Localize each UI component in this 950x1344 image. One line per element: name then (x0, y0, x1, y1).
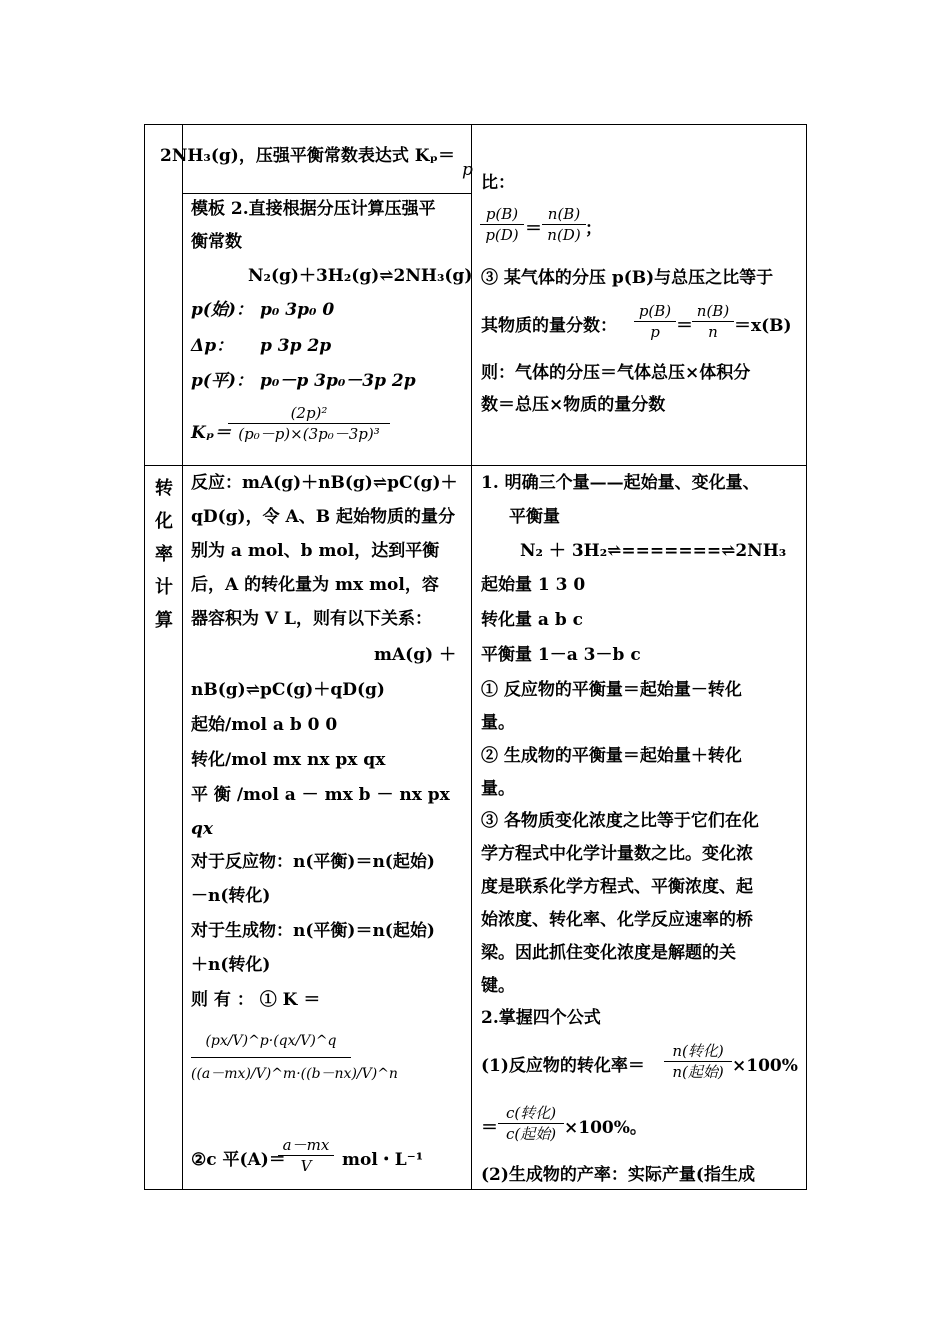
right-line: 1. 明确三个量——起始量、变化量、 (481, 473, 760, 493)
mid-line: 别为 a mol、b mol，达到平衡 (191, 541, 440, 561)
right-line: N₂ ＋ 3H₂⇌=======⇌2NH₃ (520, 541, 787, 561)
right-line: (1)反应物的转化率＝ (481, 1056, 645, 1076)
right3-line1: ③ 某气体的分压 p(B)与总压之比等于 (481, 268, 774, 288)
row1-mid-top: 2NH₃(g)，压强平衡常数表达式 Kₚ＝ (160, 146, 456, 166)
dp-values: p 3p 2p (260, 336, 332, 356)
k-fraction (191, 1026, 398, 1089)
frac-den: n(起始) (672, 1063, 724, 1081)
label-char: 率 (155, 544, 173, 565)
reaction-equation: N₂(g)＋3H₂(g)⇌2NH₃(g) (248, 266, 473, 286)
mid-line: qD(g)，令 A、B 起始物质的量分 (191, 507, 455, 527)
frac-num: p(B) (485, 205, 519, 223)
mid-line: 反应：mA(g)＋nB(g)⇌pC(g)＋ (191, 473, 458, 493)
c-unit: mol・L⁻¹ (342, 1150, 424, 1170)
mid-line: 转化/mol mx nx px qx (191, 750, 386, 770)
frac-num: p(B) (638, 302, 672, 320)
frac-den: n (708, 323, 718, 341)
right3-line2: 其物质的量分数： (481, 316, 617, 336)
dp-label: Δp： (191, 336, 234, 356)
table-row-divider (144, 465, 807, 466)
right-line: 学方程式中化学计量数之比。变化浓 (481, 844, 753, 864)
right-line: 键。 (481, 976, 515, 996)
p-eq-label: p(平)： (191, 371, 253, 391)
kp-fraction (228, 404, 390, 443)
k-numerator: (px/V)^p·(qx/V)^q (205, 1033, 337, 1049)
right-line: 量。 (481, 713, 515, 733)
mid-line: nB(g)⇌pC(g)＋qD(g) (191, 680, 385, 700)
kp-numerator: (2p)² (290, 404, 328, 422)
mid-line: 起始/mol a b 0 0 (191, 715, 338, 735)
right-line: 2.掌握四个公式 (481, 1008, 601, 1028)
p-start-values: p₀ 3p₀ 0 (260, 300, 335, 320)
conversion-fraction-n (664, 1042, 732, 1081)
frac-den: c(起始) (505, 1125, 557, 1143)
mid-line: －n(转化) (191, 886, 271, 906)
right-line: ③ 各物质变化浓度之比等于它们在化 (481, 811, 759, 831)
conversion-fraction-c (498, 1104, 564, 1143)
mid-line: 对于生成物：n(平衡)＝n(起始) (191, 921, 435, 941)
right-line: ① 反应物的平衡量＝起始量－转化 (481, 680, 742, 700)
kp-label: Kₚ＝ (191, 423, 232, 443)
right-line: (2)生成物的产率：实际产量(指生成 (481, 1165, 755, 1185)
ratio-pB-p (634, 302, 676, 341)
label-char: 算 (155, 610, 173, 631)
row1-mid-top-trunc: p (462, 160, 473, 180)
right-line: ＝ (481, 1118, 498, 1138)
table-border-left (144, 124, 145, 1190)
k-denominator: ((a－mx)/V)^m·((b－nx)/V)^n (191, 1066, 398, 1082)
p-eq-values: p₀－p 3p₀－3p 2p (260, 371, 416, 391)
c-fraction (278, 1136, 334, 1175)
right4-line2: 数＝总压×物质的量分数 (481, 395, 666, 415)
inner-box-line (182, 193, 472, 194)
mid-line: qx (191, 819, 214, 839)
frac-num: n(B) (696, 302, 730, 320)
template2-title-cont: 衡常数 (191, 232, 242, 252)
right-line: 梁。因此抓住变化浓度是解题的关 (481, 943, 736, 963)
ratio-nB-n (692, 302, 734, 341)
ratio-nB-nD (542, 205, 586, 244)
right-line: ② 生成物的平衡量＝起始量＋转化 (481, 746, 742, 766)
mid-line: mA(g) ＋ (374, 645, 457, 665)
ratio-pB-pD (480, 205, 524, 244)
right4-line1: 则：气体的分压＝气体总压×体积分 (481, 363, 751, 383)
table-border-bottom (144, 1189, 807, 1190)
frac-num: n(B) (547, 205, 581, 223)
frac-den: p (650, 323, 660, 341)
right3-tail: ＝x(B) (734, 316, 792, 336)
template2-title: 模板 2.直接根据分压计算压强平 (191, 199, 436, 219)
p-start-label: p(始)： (191, 300, 253, 320)
mid-line: 后，A 的转化量为 mx mol，容 (191, 575, 439, 595)
right-line: 始浓度、转化率、化学反应速率的桥 (481, 910, 753, 930)
mid-line: 则 有 ： ① K ＝ (191, 990, 321, 1010)
frac-num: c(转化) (505, 1104, 557, 1122)
right-line: 平衡量 1－a 3－b c (481, 645, 641, 665)
right-line: 量。 (481, 779, 515, 799)
right-line: ×100% (732, 1056, 798, 1076)
right-line: ×100%。 (564, 1118, 647, 1138)
label-char: 转 (155, 478, 173, 499)
mid-line: 器容积为 V L，则有以下关系： (191, 609, 432, 629)
right-line: 度是联系化学方程式、平衡浓度、起 (481, 877, 753, 897)
kp-denominator: (p₀－p)×(3p₀－3p)³ (238, 425, 380, 443)
label-char: 计 (155, 577, 173, 598)
label-char: 化 (155, 511, 173, 532)
right-bi: 比： (481, 173, 515, 193)
mid-line: 平 衡 /mol a － mx b － nx px (191, 785, 450, 805)
frac-den: n(D) (547, 226, 581, 244)
semicolon: ； (585, 219, 602, 239)
frac-den: V (300, 1157, 312, 1175)
right-line: 转化量 a b c (481, 610, 584, 630)
eq-sign: ＝ (676, 316, 693, 336)
table-col-divider-1 (182, 124, 183, 1190)
table-border-top (144, 124, 807, 125)
c-eq-label: ②c 平(A)＝ (191, 1150, 286, 1170)
frac-num: n(转化) (672, 1042, 724, 1060)
right-line: 平衡量 (509, 507, 560, 527)
eq-sign: ＝ (525, 219, 542, 239)
frac-num: a－mx (282, 1136, 330, 1154)
right-line: 起始量 1 3 0 (481, 575, 586, 595)
table-border-right (806, 124, 807, 1190)
mid-line: ＋n(转化) (191, 955, 271, 975)
mid-line: 对于反应物：n(平衡)＝n(起始) (191, 852, 435, 872)
frac-den: p(D) (485, 226, 519, 244)
row2-category-label (148, 472, 180, 637)
